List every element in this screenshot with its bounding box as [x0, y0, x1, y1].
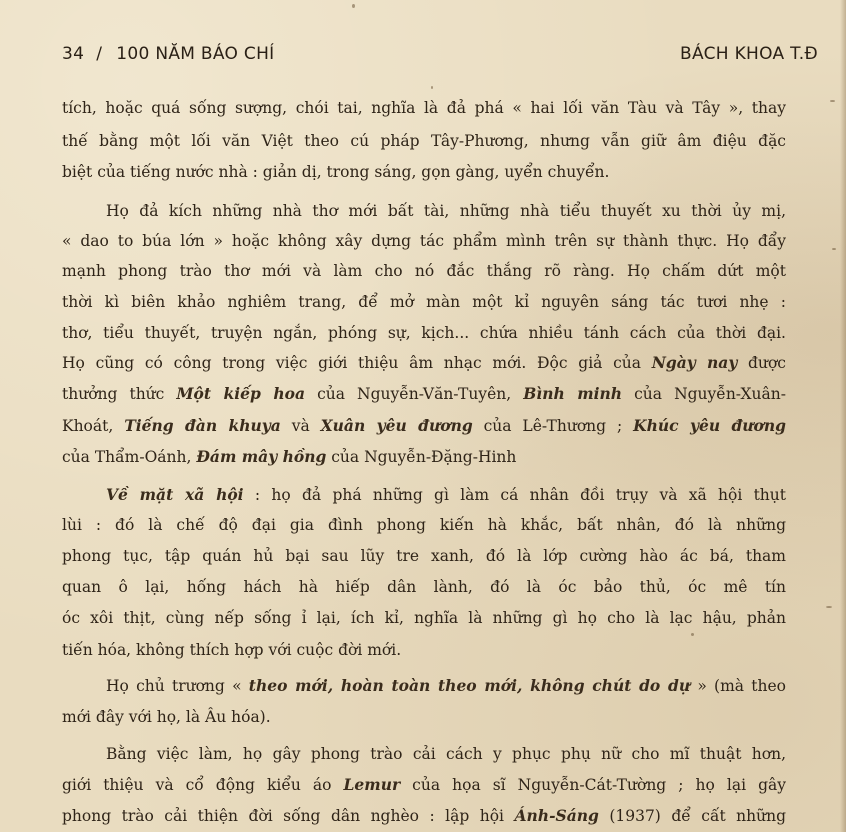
text-run: của họa sĩ Nguyễn-Cát-Tường ; họ lại gây	[400, 776, 786, 794]
paper-speck	[431, 86, 433, 89]
text-run: của Thẩm-Oánh,	[62, 448, 197, 466]
page-edge-shadow	[840, 0, 846, 832]
text-run: (1937) để cất những	[598, 807, 787, 825]
song-title: Một kiếp hoa	[176, 384, 306, 403]
song-title: Khúc yêu đương	[633, 416, 787, 435]
text-line	[62, 806, 786, 826]
text-run: : họ đả phá những gì làm cá nhân đồi trụy và xã hội thụt	[243, 486, 787, 504]
text-line: óc xôi thịt, cùng nếp sống ỉ lại, ích kỉ, nghĩa là những gì họ cho là lạc hậu, phản	[62, 609, 786, 627]
text-line: tích, hoặc quá sống sượng, chói tai, nghĩa là đả phá « hai lối văn Tàu và Tây », thay	[62, 99, 786, 117]
text-line	[62, 775, 786, 795]
text-line	[62, 416, 786, 436]
header-separator: /	[96, 44, 103, 64]
text-run: phong trào cải thiện đời sống dân nghèo : lập hội	[62, 807, 515, 825]
section-lead: Về mặt xã hội	[106, 485, 244, 504]
garment-name: Lemur	[343, 775, 401, 794]
text-line	[62, 353, 786, 373]
text-run: của Lê-Thương ;	[472, 417, 634, 435]
text-run: và	[280, 417, 321, 435]
text-line: mạnh phong trào thơ mới và làm cho nó đắc thắng rõ ràng. Họ chấm dứt một	[62, 262, 786, 280]
song-title: Tiếng đàn khuya	[124, 416, 281, 435]
text-run: giới thiệu và cổ động kiểu áo	[62, 776, 344, 794]
text-line	[106, 485, 786, 505]
running-head: BÁCH KHOA T.Đ	[680, 44, 818, 64]
organization-name: Ánh-Sáng	[514, 806, 599, 825]
text-line	[106, 676, 786, 696]
text-run: Họ cũng có công trong việc giới thiệu âm nhạc mới. Độc giả của	[62, 354, 652, 372]
page-number: 34	[62, 44, 85, 64]
text-line: tiến hóa, không thích hợp với cuộc đời mới.	[62, 641, 402, 659]
song-title: Bình minh	[523, 384, 623, 403]
text-run: Họ chủ trương «	[106, 677, 249, 695]
text-line: thời kì biên khảo nghiêm trang, để mở màn một kỉ nguyên sáng tác tươi nhẹ :	[62, 293, 786, 311]
text-run: được	[737, 354, 786, 372]
newspaper-title: Ngày nay	[651, 353, 738, 372]
paper-speck	[830, 100, 835, 102]
song-title: Xuân yêu đương	[320, 416, 473, 435]
header-left	[62, 44, 274, 64]
text-line	[62, 447, 786, 467]
text-line: thơ, tiểu thuyết, truyện ngắn, phóng sự, kịch... chứa nhiều tánh cách của thời đại.	[62, 324, 786, 342]
text-line: Bằng việc làm, họ gây phong trào cải cách y phục phụ nữ cho mĩ thuật hơn,	[106, 745, 786, 763]
text-run: thưởng thức	[62, 385, 177, 403]
text-line: thế bằng một lối văn Việt theo cú pháp Tây-Phương, nhưng vẫn giữ âm điệu đặc	[62, 132, 786, 150]
paper-speck	[832, 248, 836, 250]
text-run: của Nguyễn-Văn-Tuyên,	[305, 385, 524, 403]
paper-speck	[691, 633, 694, 636]
publication-title: 100 NĂM BÁO CHÍ	[116, 44, 275, 64]
text-line: biệt của tiếng nước nhà : giản dị, trong sáng, gọn gàng, uyển chuyển.	[62, 163, 610, 181]
text-run: của Nguyễn-Đặng-Hinh	[326, 448, 517, 466]
paper-speck	[826, 606, 832, 608]
text-line: mới đây với họ, là Âu hóa).	[62, 708, 271, 726]
text-line: Họ đả kích những nhà thơ mới bất tài, những nhà tiểu thuyết xu thời ủy mị,	[106, 202, 786, 220]
text-run: Khoát,	[62, 417, 125, 435]
text-run: » (mà theo	[690, 677, 786, 695]
text-line: quan ô lại, hống hách hà hiếp dân lành, đó là óc bảo thủ, óc mê tín	[62, 578, 786, 596]
text-line: lùi : đó là chế độ đại gia đình phong kiến hà khắc, bất nhân, đó là những	[62, 516, 786, 534]
text-line	[62, 384, 786, 404]
paper-speck	[352, 4, 355, 8]
song-title: Đám mây hồng	[196, 447, 327, 466]
text-line: « dao to búa lớn » hoặc không xây dựng tác phẩm mình trên sự thành thực. Họ đẩy	[62, 232, 786, 250]
text-line: phong tục, tập quán hủ bại sau lũy tre xanh, đó là lớp cường hào ác bá, tham	[62, 547, 786, 565]
text-run: của Nguyễn-Xuân-	[622, 385, 786, 403]
slogan: theo mới, hoàn toàn theo mới, không chút do dự	[248, 676, 691, 695]
page-header	[62, 44, 818, 74]
